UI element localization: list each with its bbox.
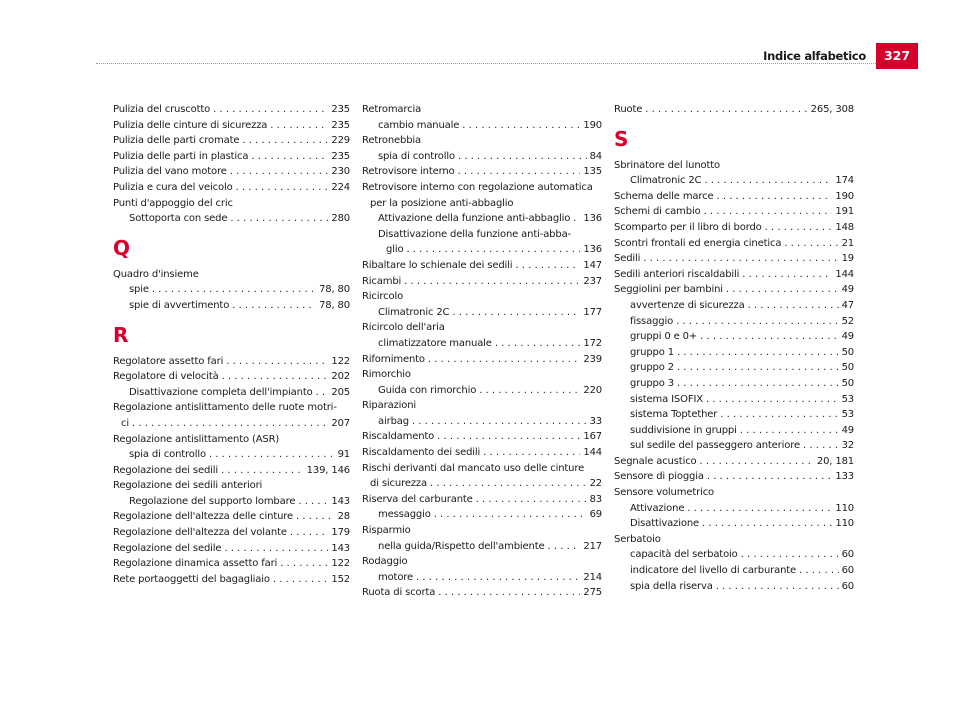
index-entry-term: nella guida/Rispetto dell'ambiente <box>378 540 545 552</box>
index-entry-page[interactable]: 53 <box>841 393 854 405</box>
index-entry-page[interactable]: 110 <box>835 502 854 514</box>
index-entry[interactable] <box>614 314 854 330</box>
section-letter: R <box>113 322 129 347</box>
index-entry[interactable] <box>113 556 350 572</box>
index-heading: per la posizione anti-abbaglio <box>370 197 514 209</box>
dot-leader <box>687 501 832 517</box>
index-entry-term: Segnale acustico <box>614 455 697 467</box>
index-entry-term: spie di avvertimento <box>129 299 230 311</box>
index-entry-page[interactable]: 50 <box>841 362 854 374</box>
index-entry-term: sistema ISOFIX <box>630 393 703 405</box>
index-entry-term: motore <box>378 571 414 583</box>
index-entry[interactable] <box>113 541 350 557</box>
dot-leader <box>799 563 839 579</box>
index-entry[interactable] <box>614 438 854 454</box>
index-entry[interactable] <box>362 507 602 523</box>
index-entry-page[interactable]: 33 <box>589 415 602 427</box>
index-entry-page[interactable]: 49 <box>841 284 854 296</box>
index-entry-page[interactable]: 172 <box>583 337 602 349</box>
index-entry-page[interactable]: 32 <box>841 440 854 452</box>
dot-leader <box>298 494 328 510</box>
header-rule <box>96 63 876 64</box>
dot-leader <box>458 164 581 180</box>
index-entry-page[interactable]: 217 <box>583 540 602 552</box>
index-entry-term: airbag <box>378 415 409 427</box>
index-entry[interactable] <box>614 236 854 252</box>
dot-leader <box>748 298 839 314</box>
index-entry-term: spia della riserva <box>630 580 713 592</box>
index-entry-page[interactable]: 230 <box>331 166 350 178</box>
index-entry-term: gruppo 2 <box>630 362 674 374</box>
index-entry-term: Ruote <box>614 104 643 115</box>
dot-leader <box>676 314 838 330</box>
index-entry[interactable] <box>614 282 854 298</box>
index-heading: Sbrinatore del lunotto <box>614 159 721 171</box>
index-entry[interactable] <box>614 329 854 345</box>
index-entry-term: avvertenze di sicurezza <box>630 299 745 311</box>
dot-leader <box>230 211 328 227</box>
index-entry-page[interactable]: 53 <box>841 409 854 421</box>
index-entry[interactable] <box>614 407 854 423</box>
index-entry[interactable] <box>113 149 350 165</box>
dot-leader <box>707 469 833 485</box>
dot-leader <box>741 547 839 563</box>
index-entry-page[interactable]: 21 <box>841 237 854 249</box>
index-heading: Regolazione antislittamento (ASR) <box>113 433 280 445</box>
index-entry-page[interactable]: 91 <box>337 449 350 461</box>
dot-leader <box>643 251 838 267</box>
dot-leader <box>209 447 335 463</box>
dot-leader <box>700 329 838 345</box>
index-entry-page[interactable]: 224 <box>331 181 350 193</box>
index-entry[interactable] <box>113 164 350 180</box>
index-entry[interactable] <box>113 102 350 118</box>
index-entry[interactable] <box>614 102 854 118</box>
index-entry-page[interactable]: 69 <box>589 509 602 521</box>
index-entry-term: spia di controllo <box>378 150 455 162</box>
index-entry-term: Pulizia delle parti in plastica <box>113 150 249 162</box>
index-entry-term: messaggio <box>378 509 431 521</box>
index-entry[interactable] <box>614 423 854 439</box>
index-entry-page[interactable]: 205 <box>331 386 350 398</box>
index-heading: Disattivazione della funzione anti-abba- <box>378 228 572 240</box>
index-entry-page[interactable]: 143 <box>331 542 350 554</box>
dot-leader <box>479 383 580 399</box>
dot-leader <box>784 236 838 252</box>
index-entry-term: Schemi di cambio <box>614 206 701 218</box>
index-column-2 <box>362 102 602 601</box>
index-entry[interactable] <box>614 516 854 532</box>
dot-leader <box>224 541 328 557</box>
index-heading: Quadro d'insieme <box>113 268 199 280</box>
index-entry[interactable] <box>614 501 854 517</box>
index-entry[interactable] <box>614 392 854 408</box>
dot-leader <box>430 476 587 492</box>
index-entry[interactable] <box>113 509 350 525</box>
index-entry-page[interactable]: 202 <box>331 371 350 383</box>
index-entry[interactable] <box>113 385 350 401</box>
dot-leader <box>495 336 581 352</box>
index-entry-term: Pulizia delle cinture di sicurezza <box>113 119 268 131</box>
index-heading: Punti d'appoggio del cric <box>113 197 233 209</box>
dot-leader <box>222 369 329 385</box>
index-column-3 <box>614 102 854 594</box>
index-entry-term: gruppi 0 e 0+ <box>630 331 698 343</box>
dot-leader <box>226 354 328 370</box>
index-entry-term: Scomparto per il libro di bordo <box>614 221 762 233</box>
index-entry-page[interactable]: 60 <box>841 565 854 577</box>
index-entry-term: Pulizia del vano motore <box>113 166 227 178</box>
index-entry[interactable] <box>614 251 854 267</box>
index-entry-term: Sedili anteriori riscaldabili <box>614 268 740 280</box>
index-entry-term: Regolazione dell'altezza del volante <box>113 527 287 539</box>
index-entry-page[interactable]: 22 <box>589 478 602 490</box>
index-entry-page[interactable]: 143 <box>331 495 350 507</box>
section-letter: S <box>614 126 629 151</box>
index-entry-page[interactable]: 235 <box>331 104 350 115</box>
dot-leader <box>765 220 833 236</box>
index-entry[interactable] <box>362 445 602 461</box>
index-entry-term: Disattivazione completa dell'impianto <box>129 386 313 398</box>
index-heading: Retromarcia <box>362 104 422 115</box>
index-entry-page[interactable]: 52 <box>841 315 854 327</box>
index-entry-page[interactable]: 229 <box>331 135 350 147</box>
index-heading: Regolazione antislittamento delle ruote motri- <box>113 402 337 414</box>
index-entry[interactable] <box>362 585 602 601</box>
dot-leader <box>742 267 832 283</box>
index-entry[interactable] <box>113 447 350 463</box>
index-entry-term: Regolazione dell'altezza delle cinture <box>113 511 294 523</box>
dot-leader <box>515 258 580 274</box>
index-entry-page[interactable]: 177 <box>583 306 602 318</box>
index-entry[interactable] <box>362 429 602 445</box>
dot-leader <box>213 102 328 118</box>
index-entry[interactable] <box>113 525 350 541</box>
index-entry-page[interactable]: 139, 146 <box>306 464 350 476</box>
dot-leader <box>406 242 580 258</box>
dot-leader <box>280 556 328 572</box>
index-entry-term: Regolazione del sedile <box>113 542 222 554</box>
index-entry[interactable] <box>614 267 854 283</box>
index-entry-term: Regolazione dinamica assetto fari <box>113 558 278 570</box>
index-entry-term: Climatronic 2C <box>630 175 702 187</box>
index-entry-page[interactable]: 152 <box>331 573 350 585</box>
index-entry-page[interactable]: 136 <box>583 213 602 225</box>
index-entry-page[interactable]: 235 <box>331 119 350 131</box>
dot-leader <box>452 305 580 321</box>
index-entry-term: Riserva del carburante <box>362 493 473 505</box>
dot-leader <box>573 211 580 227</box>
section-letter: Q <box>113 235 130 260</box>
index-entry-term: sul sedile del passeggero anteriore <box>630 440 800 452</box>
index-entry-page[interactable]: 135 <box>583 166 602 178</box>
index-entry-term: Retrovisore interno <box>362 166 455 178</box>
index-entry[interactable] <box>362 305 602 321</box>
dot-leader <box>236 180 329 196</box>
index-entry[interactable] <box>362 539 602 555</box>
index-entry[interactable] <box>113 298 350 314</box>
index-entry-term: indicatore del livello di carburante <box>630 565 797 577</box>
index-entry[interactable] <box>614 360 854 376</box>
index-entry[interactable] <box>362 414 602 430</box>
index-entry[interactable] <box>362 274 602 290</box>
index-entry[interactable] <box>113 494 350 510</box>
index-entry-term: gruppo 3 <box>630 377 674 389</box>
index-entry-page[interactable]: 133 <box>835 471 854 483</box>
page-number-badge: 327 <box>876 43 918 69</box>
index-entry[interactable] <box>113 416 350 432</box>
dot-leader <box>412 414 587 430</box>
dot-leader <box>221 463 304 479</box>
page-title: Indice alfabetico <box>763 49 866 63</box>
dot-leader <box>437 429 580 445</box>
index-entry-term: gruppo 1 <box>630 346 674 358</box>
index-entry-term: Ribaltare lo schienale dei sedili <box>362 259 513 271</box>
dot-leader <box>438 585 580 601</box>
index-entry-term: Pulizia del cruscotto <box>113 104 211 115</box>
index-entry-page[interactable]: 28 <box>337 511 350 523</box>
index-heading: Regolazione dei sedili anteriori <box>113 480 263 492</box>
dot-leader <box>716 189 832 205</box>
dot-leader <box>152 282 316 298</box>
dot-leader <box>716 579 839 595</box>
dot-leader <box>720 407 838 423</box>
index-entry[interactable] <box>614 345 854 361</box>
index-entry-page[interactable]: 50 <box>841 377 854 389</box>
dot-leader <box>232 298 316 314</box>
index-entry-page[interactable]: 49 <box>841 424 854 436</box>
index-entry[interactable] <box>113 118 350 134</box>
index-entry[interactable] <box>362 149 602 165</box>
index-entry-term: fissaggio <box>630 315 674 327</box>
index-entry-term: Pulizia delle parti cromate <box>113 135 240 147</box>
dot-leader <box>230 164 329 180</box>
index-entry-page[interactable]: 147 <box>583 259 602 271</box>
index-entry[interactable] <box>614 220 854 236</box>
dot-leader <box>677 360 839 376</box>
index-entry[interactable] <box>113 133 350 149</box>
index-entry-page[interactable]: 265, 308 <box>810 104 854 115</box>
dot-leader <box>290 525 329 541</box>
dot-leader <box>704 173 832 189</box>
dot-leader <box>700 454 814 470</box>
index-heading: Retrovisore interno con regolazione automatica <box>362 181 593 193</box>
index-entry-page[interactable]: 190 <box>835 190 854 202</box>
index-entry-term: Ruota di scorta <box>362 587 436 599</box>
index-entry-term: cambio manuale <box>378 119 460 131</box>
index-entry[interactable] <box>614 547 854 563</box>
index-entry-page[interactable]: 20, 181 <box>816 455 854 467</box>
index-entry-term: Attivazione <box>630 502 685 514</box>
index-entry[interactable] <box>614 204 854 220</box>
dot-leader <box>704 204 833 220</box>
index-entry[interactable] <box>362 476 602 492</box>
index-entry-page[interactable]: 136 <box>583 244 602 256</box>
dot-leader <box>476 492 587 508</box>
index-entry-term: Regolatore di velocità <box>113 371 219 383</box>
index-entry-page[interactable]: 237 <box>583 275 602 287</box>
index-heading: Retronebbia <box>362 135 422 147</box>
dot-leader <box>316 385 329 401</box>
index-entry-term: Ricambi <box>362 275 402 287</box>
index-entry[interactable] <box>614 376 854 392</box>
dot-leader <box>548 539 581 555</box>
dot-leader <box>726 282 839 298</box>
index-entry[interactable] <box>113 572 350 588</box>
index-entry-term: glio <box>386 244 404 256</box>
dot-leader <box>273 572 329 588</box>
dot-leader <box>462 118 580 134</box>
index-entry-page[interactable]: 83 <box>589 493 602 505</box>
index-heading: Serbatoio <box>614 533 661 545</box>
index-entry[interactable] <box>113 211 350 227</box>
dot-leader <box>416 570 580 586</box>
index-entry[interactable] <box>614 298 854 314</box>
index-entry-page[interactable]: 122 <box>331 355 350 367</box>
index-entry-page[interactable]: 19 <box>841 253 854 265</box>
index-entry[interactable] <box>614 189 854 205</box>
index-entry-term: Riscaldamento <box>362 431 435 443</box>
index-entry-term: suddivisione in gruppi <box>630 424 737 436</box>
index-entry-page[interactable]: 110 <box>835 518 854 530</box>
index-entry-term: Sensore di pioggia <box>614 471 704 483</box>
index-entry-page[interactable]: 60 <box>841 580 854 592</box>
index-heading: Riparazioni <box>362 400 417 412</box>
index-entry[interactable] <box>113 354 350 370</box>
index-entry[interactable] <box>362 211 602 227</box>
index-entry-page[interactable]: 179 <box>331 527 350 539</box>
index-entry-term: Pulizia e cura del veicolo <box>113 181 233 193</box>
index-entry-term: Regolazione del supporto lombare <box>129 495 296 507</box>
index-entry-page[interactable]: 84 <box>589 150 602 162</box>
index-entry[interactable] <box>113 369 350 385</box>
index-entry[interactable] <box>614 563 854 579</box>
index-entry-page[interactable]: 78, 80 <box>319 299 350 311</box>
index-entry-page[interactable]: 190 <box>583 119 602 131</box>
index-entry-term: spia di controllo <box>129 449 206 461</box>
index-entry-page[interactable]: 207 <box>331 417 350 429</box>
dot-leader <box>706 392 839 408</box>
index-entry-page[interactable]: 122 <box>331 558 350 570</box>
index-entry-term: Guida con rimorchio <box>378 384 477 396</box>
index-entry[interactable] <box>614 173 854 189</box>
dot-leader <box>483 445 580 461</box>
index-entry-page[interactable]: 49 <box>841 331 854 343</box>
index-entry-term: Sottoporta con sede <box>129 213 228 225</box>
index-entry-term: capacità del serbatoio <box>630 549 738 561</box>
index-entry-term: Scontri frontali ed energia cinetica <box>614 237 782 249</box>
dot-leader <box>242 133 328 149</box>
index-entry-term: Attivazione della funzione anti-abbaglio <box>378 213 571 225</box>
index-entry-page[interactable]: 144 <box>583 447 602 459</box>
index-heading: Sensore volumetrico <box>614 487 715 499</box>
index-entry-term: Regolatore assetto fari <box>113 355 224 367</box>
index-entry[interactable] <box>614 469 854 485</box>
dot-leader <box>434 507 587 523</box>
dot-leader <box>740 423 839 439</box>
dot-leader <box>270 118 328 134</box>
index-entry-page[interactable]: 280 <box>331 213 350 225</box>
index-entry-page[interactable]: 167 <box>583 431 602 443</box>
index-entry-term: climatizzatore manuale <box>378 337 492 349</box>
index-heading: Rischi derivanti dal mancato uso delle cinture <box>362 462 585 474</box>
dot-leader <box>803 438 839 454</box>
index-entry[interactable] <box>362 258 602 274</box>
index-entry-term: di sicurezza <box>370 478 427 490</box>
dot-leader <box>677 345 839 361</box>
dot-leader <box>251 149 328 165</box>
index-entry-term: Seggiolini per bambini <box>614 284 723 296</box>
index-entry-page[interactable]: 144 <box>835 268 854 280</box>
index-entry[interactable] <box>362 242 602 258</box>
index-heading: Rodaggio <box>362 556 408 568</box>
index-entry[interactable] <box>362 118 602 134</box>
index-heading: Risparmio <box>362 525 411 537</box>
dot-leader <box>296 509 335 525</box>
index-entry[interactable] <box>113 282 350 298</box>
index-entry[interactable] <box>614 579 854 595</box>
dot-leader <box>428 352 580 368</box>
index-entry[interactable] <box>362 164 602 180</box>
index-entry-term: ci <box>121 417 129 429</box>
index-entry-page[interactable]: 235 <box>331 150 350 162</box>
index-entry[interactable] <box>113 463 350 479</box>
index-entry[interactable] <box>362 492 602 508</box>
dot-leader <box>702 516 832 532</box>
index-column-1 <box>113 102 350 587</box>
index-entry-page[interactable]: 239 <box>583 353 602 365</box>
index-entry-page[interactable]: 275 <box>583 587 602 599</box>
index-entry[interactable] <box>362 570 602 586</box>
index-heading: Ricircolo dell'aria <box>362 322 445 334</box>
index-entry-page[interactable]: 50 <box>841 346 854 358</box>
index-entry-term: Regolazione dei sedili <box>113 464 219 476</box>
dot-leader <box>645 102 807 118</box>
dot-leader <box>132 416 328 432</box>
index-entry[interactable] <box>362 336 602 352</box>
index-entry-page[interactable]: 148 <box>835 221 854 233</box>
index-entry-page[interactable]: 78, 80 <box>319 284 350 296</box>
index-entry-page[interactable]: 191 <box>835 206 854 218</box>
index-entry-term: Riscaldamento dei sedili <box>362 447 481 459</box>
index-entry-page[interactable]: 174 <box>835 175 854 187</box>
index-entry-term: Rete portaoggetti del bagagliaio <box>113 573 270 585</box>
index-entry-term: Climatronic 2C <box>378 306 450 318</box>
index-heading: Rimorchio <box>362 369 411 381</box>
index-entry-page[interactable]: 214 <box>583 571 602 583</box>
index-entry-page[interactable]: 220 <box>583 384 602 396</box>
dot-leader <box>458 149 587 165</box>
dot-leader <box>404 274 580 290</box>
index-entry[interactable] <box>614 454 854 470</box>
index-heading: Ricircolo <box>362 291 404 303</box>
dot-leader <box>677 376 839 392</box>
index-entry-page[interactable]: 47 <box>841 299 854 311</box>
index-entry[interactable] <box>362 352 602 368</box>
index-entry-term: spie <box>129 284 149 296</box>
index-entry[interactable] <box>113 180 350 196</box>
index-entry-term: Rifornimento <box>362 353 425 365</box>
index-entry[interactable] <box>362 383 602 399</box>
index-entry-term: Sedili <box>614 253 641 265</box>
index-entry-term: Disattivazione <box>630 518 700 530</box>
index-entry-term: sistema Toptether <box>630 409 718 421</box>
index-entry-term: Schema delle marce <box>614 190 714 202</box>
index-entry-page[interactable]: 60 <box>841 549 854 561</box>
